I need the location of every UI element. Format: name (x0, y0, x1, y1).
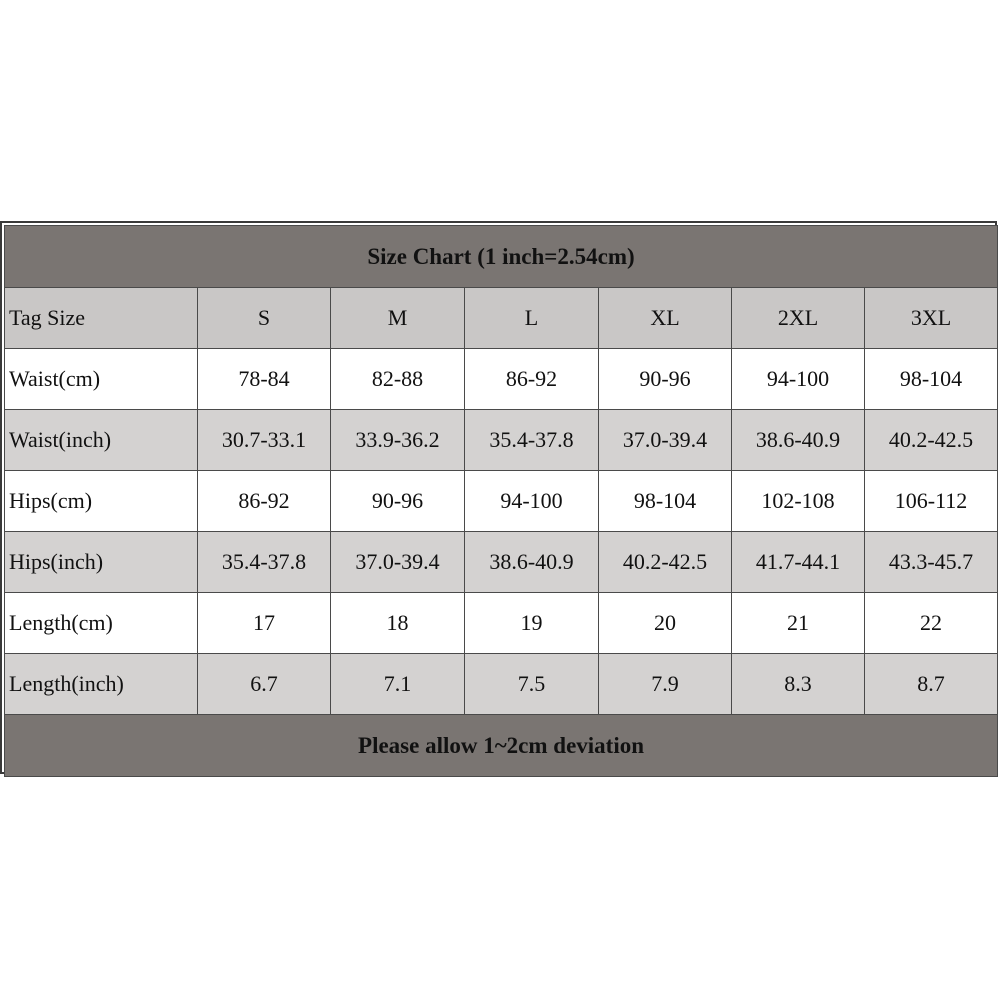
table-cell: 40.2-42.5 (865, 410, 998, 471)
table-cell: 90-96 (599, 349, 732, 410)
table-cell: 8.7 (865, 654, 998, 715)
title-row (5, 226, 998, 288)
header-row (5, 288, 998, 349)
table-cell: 38.6-40.9 (465, 532, 599, 593)
table-cell: 8.3 (732, 654, 865, 715)
column-header-size-3xl: 3XL (865, 288, 998, 349)
table-cell: 18 (331, 593, 465, 654)
table-cell: 37.0-39.4 (331, 532, 465, 593)
deviation-note: Please allow 1~2cm deviation (5, 715, 998, 777)
table-cell: 38.6-40.9 (732, 410, 865, 471)
row-label: Hips(inch) (5, 532, 198, 593)
table-row (5, 410, 998, 471)
table-cell: 78-84 (198, 349, 331, 410)
footer-row (5, 715, 998, 777)
table-cell: 41.7-44.1 (732, 532, 865, 593)
table-row (5, 532, 998, 593)
table-cell: 7.5 (465, 654, 599, 715)
table-row (5, 471, 998, 532)
table-cell: 98-104 (599, 471, 732, 532)
chart-title: Size Chart (1 inch=2.54cm) (5, 226, 998, 288)
column-header-tag-size: Tag Size (5, 288, 198, 349)
row-label: Hips(cm) (5, 471, 198, 532)
table-cell: 33.9-36.2 (331, 410, 465, 471)
table-body (5, 226, 998, 777)
table-cell: 40.2-42.5 (599, 532, 732, 593)
table-cell: 102-108 (732, 471, 865, 532)
table-cell: 98-104 (865, 349, 998, 410)
table-cell: 17 (198, 593, 331, 654)
table-row (5, 349, 998, 410)
table-cell: 86-92 (465, 349, 599, 410)
table-cell: 86-92 (198, 471, 331, 532)
table-cell: 35.4-37.8 (465, 410, 599, 471)
table-row (5, 593, 998, 654)
table-cell: 6.7 (198, 654, 331, 715)
row-label: Waist(inch) (5, 410, 198, 471)
row-label: Length(inch) (5, 654, 198, 715)
table-cell: 7.9 (599, 654, 732, 715)
table-cell: 20 (599, 593, 732, 654)
table-cell: 37.0-39.4 (599, 410, 732, 471)
table-cell: 35.4-37.8 (198, 532, 331, 593)
row-label: Waist(cm) (5, 349, 198, 410)
column-header-size-m: M (331, 288, 465, 349)
table-cell: 106-112 (865, 471, 998, 532)
table-cell: 21 (732, 593, 865, 654)
table-cell: 90-96 (331, 471, 465, 532)
table-cell: 30.7-33.1 (198, 410, 331, 471)
table-cell: 94-100 (732, 349, 865, 410)
table-cell: 22 (865, 593, 998, 654)
row-label: Length(cm) (5, 593, 198, 654)
column-header-size-s: S (198, 288, 331, 349)
column-header-size-l: L (465, 288, 599, 349)
column-header-size-xl: XL (599, 288, 732, 349)
table-cell: 43.3-45.7 (865, 532, 998, 593)
size-chart-frame (0, 221, 997, 774)
table-cell: 19 (465, 593, 599, 654)
size-chart-table (4, 225, 998, 777)
table-cell: 94-100 (465, 471, 599, 532)
table-row (5, 654, 998, 715)
column-header-size-2xl: 2XL (732, 288, 865, 349)
table-cell: 82-88 (331, 349, 465, 410)
table-cell: 7.1 (331, 654, 465, 715)
